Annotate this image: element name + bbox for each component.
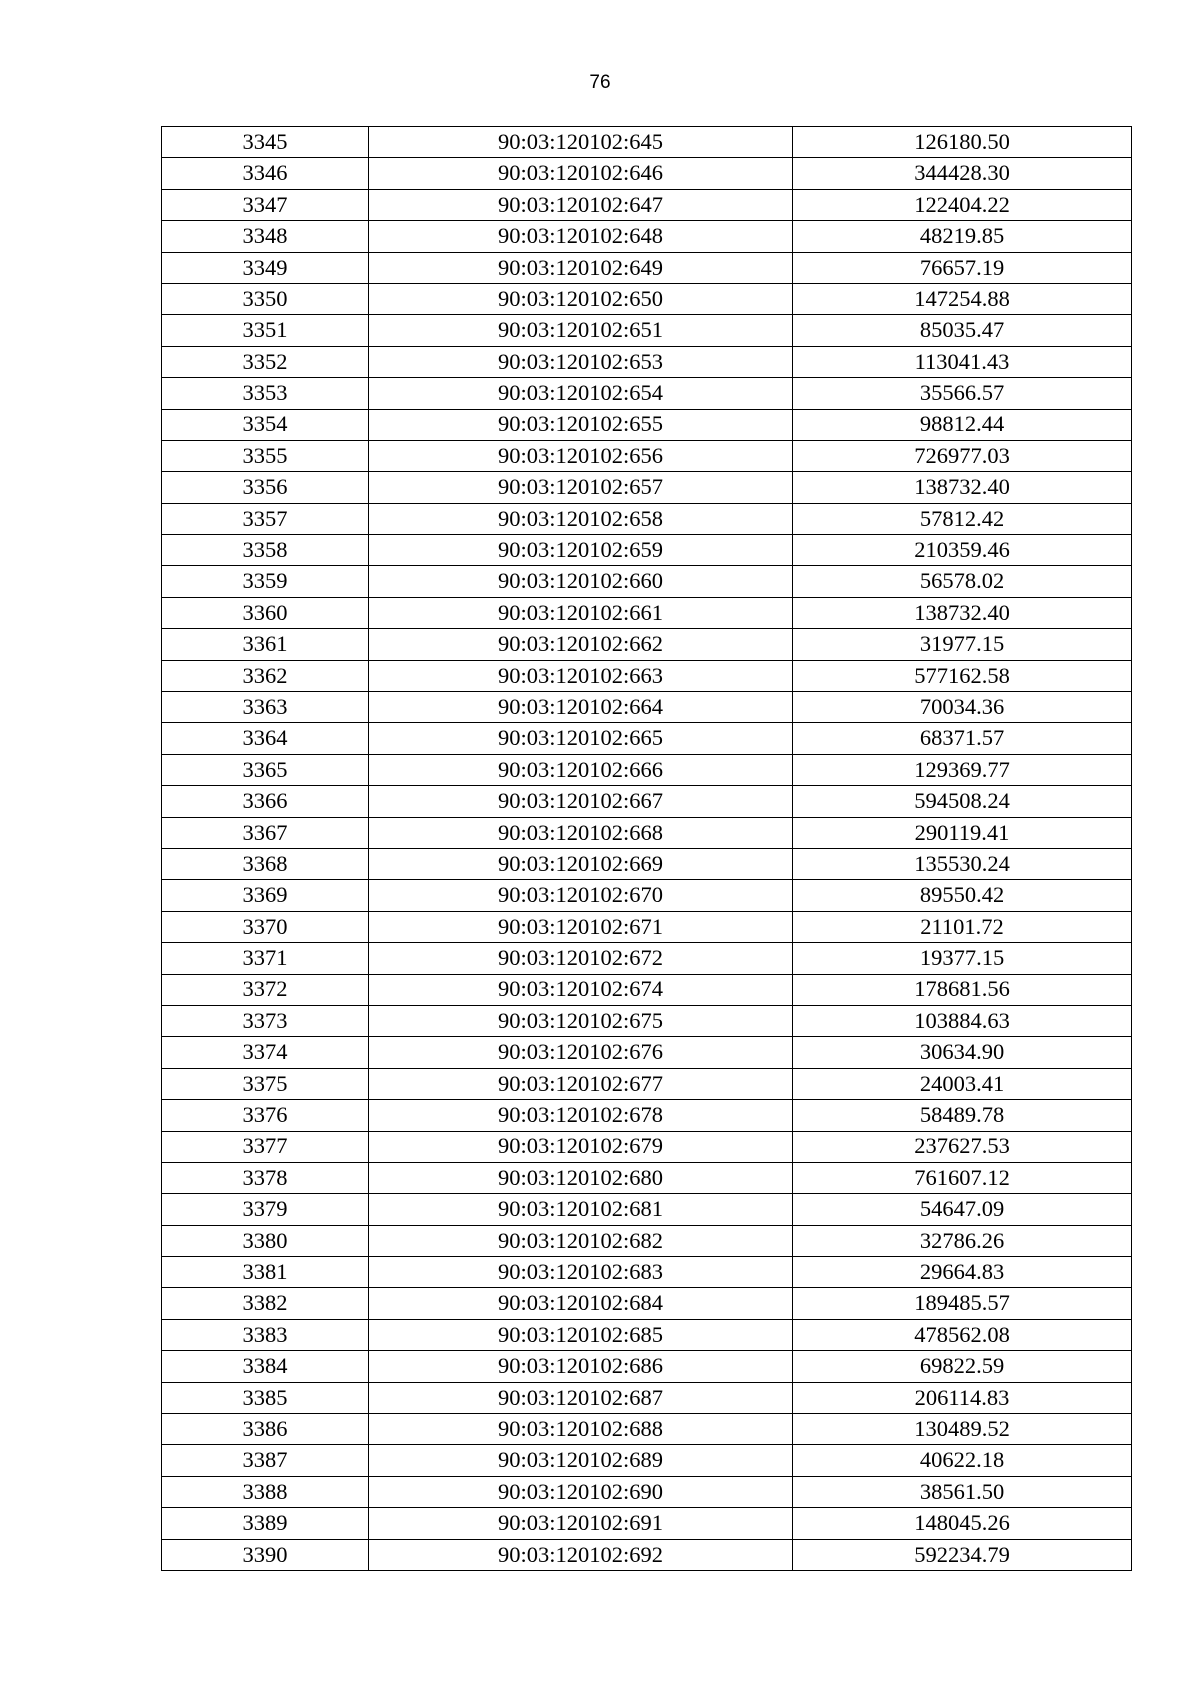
row-number-cell: 3350 xyxy=(162,283,369,314)
table-row xyxy=(162,1539,1132,1570)
value-cell: 21101.72 xyxy=(793,911,1132,942)
table-row xyxy=(162,692,1132,723)
cadastral-number-cell: 90:03:120102:662 xyxy=(369,629,793,660)
cadastral-number-cell: 90:03:120102:660 xyxy=(369,566,793,597)
cadastral-number-cell: 90:03:120102:680 xyxy=(369,1162,793,1193)
value-cell: 69822.59 xyxy=(793,1351,1132,1382)
table-row xyxy=(162,1257,1132,1288)
value-cell: 726977.03 xyxy=(793,440,1132,471)
row-number-cell: 3375 xyxy=(162,1068,369,1099)
value-cell: 122404.22 xyxy=(793,189,1132,220)
table-row xyxy=(162,1100,1132,1131)
table-row xyxy=(162,189,1132,220)
cadastral-number-cell: 90:03:120102:682 xyxy=(369,1225,793,1256)
row-number-cell: 3390 xyxy=(162,1539,369,1570)
table-row xyxy=(162,1382,1132,1413)
row-number-cell: 3352 xyxy=(162,346,369,377)
cadastral-number-cell: 90:03:120102:648 xyxy=(369,221,793,252)
value-cell: 478562.08 xyxy=(793,1319,1132,1350)
cadastral-number-cell: 90:03:120102:684 xyxy=(369,1288,793,1319)
value-cell: 19377.15 xyxy=(793,943,1132,974)
row-number-cell: 3363 xyxy=(162,692,369,723)
cadastral-number-cell: 90:03:120102:687 xyxy=(369,1382,793,1413)
cadastral-number-cell: 90:03:120102:677 xyxy=(369,1068,793,1099)
table-row xyxy=(162,378,1132,409)
row-number-cell: 3374 xyxy=(162,1037,369,1068)
value-cell: 189485.57 xyxy=(793,1288,1132,1319)
table-row xyxy=(162,880,1132,911)
table-row xyxy=(162,472,1132,503)
row-number-cell: 3372 xyxy=(162,974,369,1005)
cadastral-number-cell: 90:03:120102:645 xyxy=(369,127,793,158)
table-row xyxy=(162,1162,1132,1193)
row-number-cell: 3373 xyxy=(162,1005,369,1036)
value-cell: 237627.53 xyxy=(793,1131,1132,1162)
row-number-cell: 3359 xyxy=(162,566,369,597)
row-number-cell: 3357 xyxy=(162,503,369,534)
row-number-cell: 3358 xyxy=(162,535,369,566)
row-number-cell: 3347 xyxy=(162,189,369,220)
table-row xyxy=(162,754,1132,785)
row-number-cell: 3382 xyxy=(162,1288,369,1319)
cadastral-number-cell: 90:03:120102:658 xyxy=(369,503,793,534)
row-number-cell: 3354 xyxy=(162,409,369,440)
table-row xyxy=(162,848,1132,879)
row-number-cell: 3368 xyxy=(162,848,369,879)
row-number-cell: 3388 xyxy=(162,1476,369,1507)
table-row xyxy=(162,1225,1132,1256)
row-number-cell: 3381 xyxy=(162,1257,369,1288)
cadastral-number-cell: 90:03:120102:646 xyxy=(369,158,793,189)
row-number-cell: 3361 xyxy=(162,629,369,660)
value-cell: 178681.56 xyxy=(793,974,1132,1005)
value-cell: 68371.57 xyxy=(793,723,1132,754)
cadastral-number-cell: 90:03:120102:669 xyxy=(369,848,793,879)
table-row xyxy=(162,283,1132,314)
value-cell: 38561.50 xyxy=(793,1476,1132,1507)
cadastral-number-cell: 90:03:120102:671 xyxy=(369,911,793,942)
cadastral-number-cell: 90:03:120102:670 xyxy=(369,880,793,911)
table-row xyxy=(162,535,1132,566)
value-cell: 89550.42 xyxy=(793,880,1132,911)
value-cell: 48219.85 xyxy=(793,221,1132,252)
value-cell: 98812.44 xyxy=(793,409,1132,440)
table-row xyxy=(162,1005,1132,1036)
cadastral-number-cell: 90:03:120102:661 xyxy=(369,597,793,628)
table-row xyxy=(162,566,1132,597)
value-cell: 126180.50 xyxy=(793,127,1132,158)
row-number-cell: 3365 xyxy=(162,754,369,785)
table-row xyxy=(162,629,1132,660)
table-row xyxy=(162,660,1132,691)
value-cell: 594508.24 xyxy=(793,786,1132,817)
cadastral-number-cell: 90:03:120102:675 xyxy=(369,1005,793,1036)
table-row xyxy=(162,315,1132,346)
row-number-cell: 3377 xyxy=(162,1131,369,1162)
table-row xyxy=(162,817,1132,848)
cadastral-number-cell: 90:03:120102:649 xyxy=(369,252,793,283)
value-cell: 592234.79 xyxy=(793,1539,1132,1570)
value-cell: 85035.47 xyxy=(793,315,1132,346)
row-number-cell: 3380 xyxy=(162,1225,369,1256)
value-cell: 577162.58 xyxy=(793,660,1132,691)
cadastral-number-cell: 90:03:120102:691 xyxy=(369,1508,793,1539)
cadastral-number-cell: 90:03:120102:672 xyxy=(369,943,793,974)
row-number-cell: 3348 xyxy=(162,221,369,252)
value-cell: 76657.19 xyxy=(793,252,1132,283)
row-number-cell: 3360 xyxy=(162,597,369,628)
row-number-cell: 3383 xyxy=(162,1319,369,1350)
cadastral-number-cell: 90:03:120102:663 xyxy=(369,660,793,691)
cadastral-number-cell: 90:03:120102:651 xyxy=(369,315,793,346)
table-row xyxy=(162,127,1132,158)
table-row xyxy=(162,221,1132,252)
cadastral-number-cell: 90:03:120102:688 xyxy=(369,1414,793,1445)
table-row xyxy=(162,1508,1132,1539)
table-row xyxy=(162,440,1132,471)
value-cell: 30634.90 xyxy=(793,1037,1132,1068)
row-number-cell: 3376 xyxy=(162,1100,369,1131)
value-cell: 206114.83 xyxy=(793,1382,1132,1413)
table-row xyxy=(162,1288,1132,1319)
table-row xyxy=(162,1445,1132,1476)
table-row xyxy=(162,1414,1132,1445)
table-row xyxy=(162,597,1132,628)
row-number-cell: 3387 xyxy=(162,1445,369,1476)
value-cell: 103884.63 xyxy=(793,1005,1132,1036)
table-row xyxy=(162,974,1132,1005)
value-cell: 40622.18 xyxy=(793,1445,1132,1476)
cadastral-number-cell: 90:03:120102:692 xyxy=(369,1539,793,1570)
row-number-cell: 3346 xyxy=(162,158,369,189)
row-number-cell: 3351 xyxy=(162,315,369,346)
table-row xyxy=(162,252,1132,283)
data-table xyxy=(161,126,1132,1571)
value-cell: 130489.52 xyxy=(793,1414,1132,1445)
row-number-cell: 3353 xyxy=(162,378,369,409)
value-cell: 32786.26 xyxy=(793,1225,1132,1256)
table-row xyxy=(162,943,1132,974)
row-number-cell: 3386 xyxy=(162,1414,369,1445)
value-cell: 210359.46 xyxy=(793,535,1132,566)
cadastral-number-cell: 90:03:120102:678 xyxy=(369,1100,793,1131)
cadastral-number-cell: 90:03:120102:664 xyxy=(369,692,793,723)
table-row xyxy=(162,1319,1132,1350)
value-cell: 35566.57 xyxy=(793,378,1132,409)
cadastral-number-cell: 90:03:120102:666 xyxy=(369,754,793,785)
value-cell: 57812.42 xyxy=(793,503,1132,534)
table-row xyxy=(162,346,1132,377)
table-row xyxy=(162,409,1132,440)
row-number-cell: 3371 xyxy=(162,943,369,974)
value-cell: 56578.02 xyxy=(793,566,1132,597)
table-row xyxy=(162,911,1132,942)
row-number-cell: 3345 xyxy=(162,127,369,158)
row-number-cell: 3355 xyxy=(162,440,369,471)
value-cell: 70034.36 xyxy=(793,692,1132,723)
cadastral-number-cell: 90:03:120102:685 xyxy=(369,1319,793,1350)
cadastral-number-cell: 90:03:120102:655 xyxy=(369,409,793,440)
cadastral-number-cell: 90:03:120102:674 xyxy=(369,974,793,1005)
row-number-cell: 3369 xyxy=(162,880,369,911)
row-number-cell: 3366 xyxy=(162,786,369,817)
table-row xyxy=(162,1068,1132,1099)
value-cell: 138732.40 xyxy=(793,472,1132,503)
value-cell: 138732.40 xyxy=(793,597,1132,628)
value-cell: 148045.26 xyxy=(793,1508,1132,1539)
cadastral-number-cell: 90:03:120102:689 xyxy=(369,1445,793,1476)
cadastral-number-cell: 90:03:120102:650 xyxy=(369,283,793,314)
table-row xyxy=(162,1037,1132,1068)
cadastral-number-cell: 90:03:120102:690 xyxy=(369,1476,793,1507)
row-number-cell: 3349 xyxy=(162,252,369,283)
row-number-cell: 3384 xyxy=(162,1351,369,1382)
value-cell: 29664.83 xyxy=(793,1257,1132,1288)
row-number-cell: 3364 xyxy=(162,723,369,754)
row-number-cell: 3378 xyxy=(162,1162,369,1193)
value-cell: 129369.77 xyxy=(793,754,1132,785)
value-cell: 761607.12 xyxy=(793,1162,1132,1193)
table-row xyxy=(162,1194,1132,1225)
row-number-cell: 3367 xyxy=(162,817,369,848)
table-row xyxy=(162,723,1132,754)
row-number-cell: 3356 xyxy=(162,472,369,503)
cadastral-number-cell: 90:03:120102:665 xyxy=(369,723,793,754)
cadastral-number-cell: 90:03:120102:686 xyxy=(369,1351,793,1382)
value-cell: 290119.41 xyxy=(793,817,1132,848)
table-row xyxy=(162,1476,1132,1507)
value-cell: 113041.43 xyxy=(793,346,1132,377)
table-body xyxy=(162,127,1132,1571)
row-number-cell: 3389 xyxy=(162,1508,369,1539)
value-cell: 31977.15 xyxy=(793,629,1132,660)
cadastral-number-cell: 90:03:120102:668 xyxy=(369,817,793,848)
table-row xyxy=(162,503,1132,534)
table-row xyxy=(162,1351,1132,1382)
cadastral-number-cell: 90:03:120102:654 xyxy=(369,378,793,409)
table-row xyxy=(162,786,1132,817)
cadastral-number-cell: 90:03:120102:679 xyxy=(369,1131,793,1162)
value-cell: 135530.24 xyxy=(793,848,1132,879)
table-row xyxy=(162,1131,1132,1162)
value-cell: 147254.88 xyxy=(793,283,1132,314)
value-cell: 344428.30 xyxy=(793,158,1132,189)
cadastral-number-cell: 90:03:120102:647 xyxy=(369,189,793,220)
page-number: 76 xyxy=(589,72,611,93)
cadastral-number-cell: 90:03:120102:681 xyxy=(369,1194,793,1225)
cadastral-number-cell: 90:03:120102:659 xyxy=(369,535,793,566)
row-number-cell: 3362 xyxy=(162,660,369,691)
cadastral-number-cell: 90:03:120102:657 xyxy=(369,472,793,503)
row-number-cell: 3385 xyxy=(162,1382,369,1413)
value-cell: 54647.09 xyxy=(793,1194,1132,1225)
cadastral-number-cell: 90:03:120102:676 xyxy=(369,1037,793,1068)
cadastral-number-cell: 90:03:120102:656 xyxy=(369,440,793,471)
cadastral-number-cell: 90:03:120102:683 xyxy=(369,1257,793,1288)
value-cell: 24003.41 xyxy=(793,1068,1132,1099)
row-number-cell: 3370 xyxy=(162,911,369,942)
cadastral-number-cell: 90:03:120102:653 xyxy=(369,346,793,377)
row-number-cell: 3379 xyxy=(162,1194,369,1225)
cadastral-number-cell: 90:03:120102:667 xyxy=(369,786,793,817)
value-cell: 58489.78 xyxy=(793,1100,1132,1131)
table-row xyxy=(162,158,1132,189)
